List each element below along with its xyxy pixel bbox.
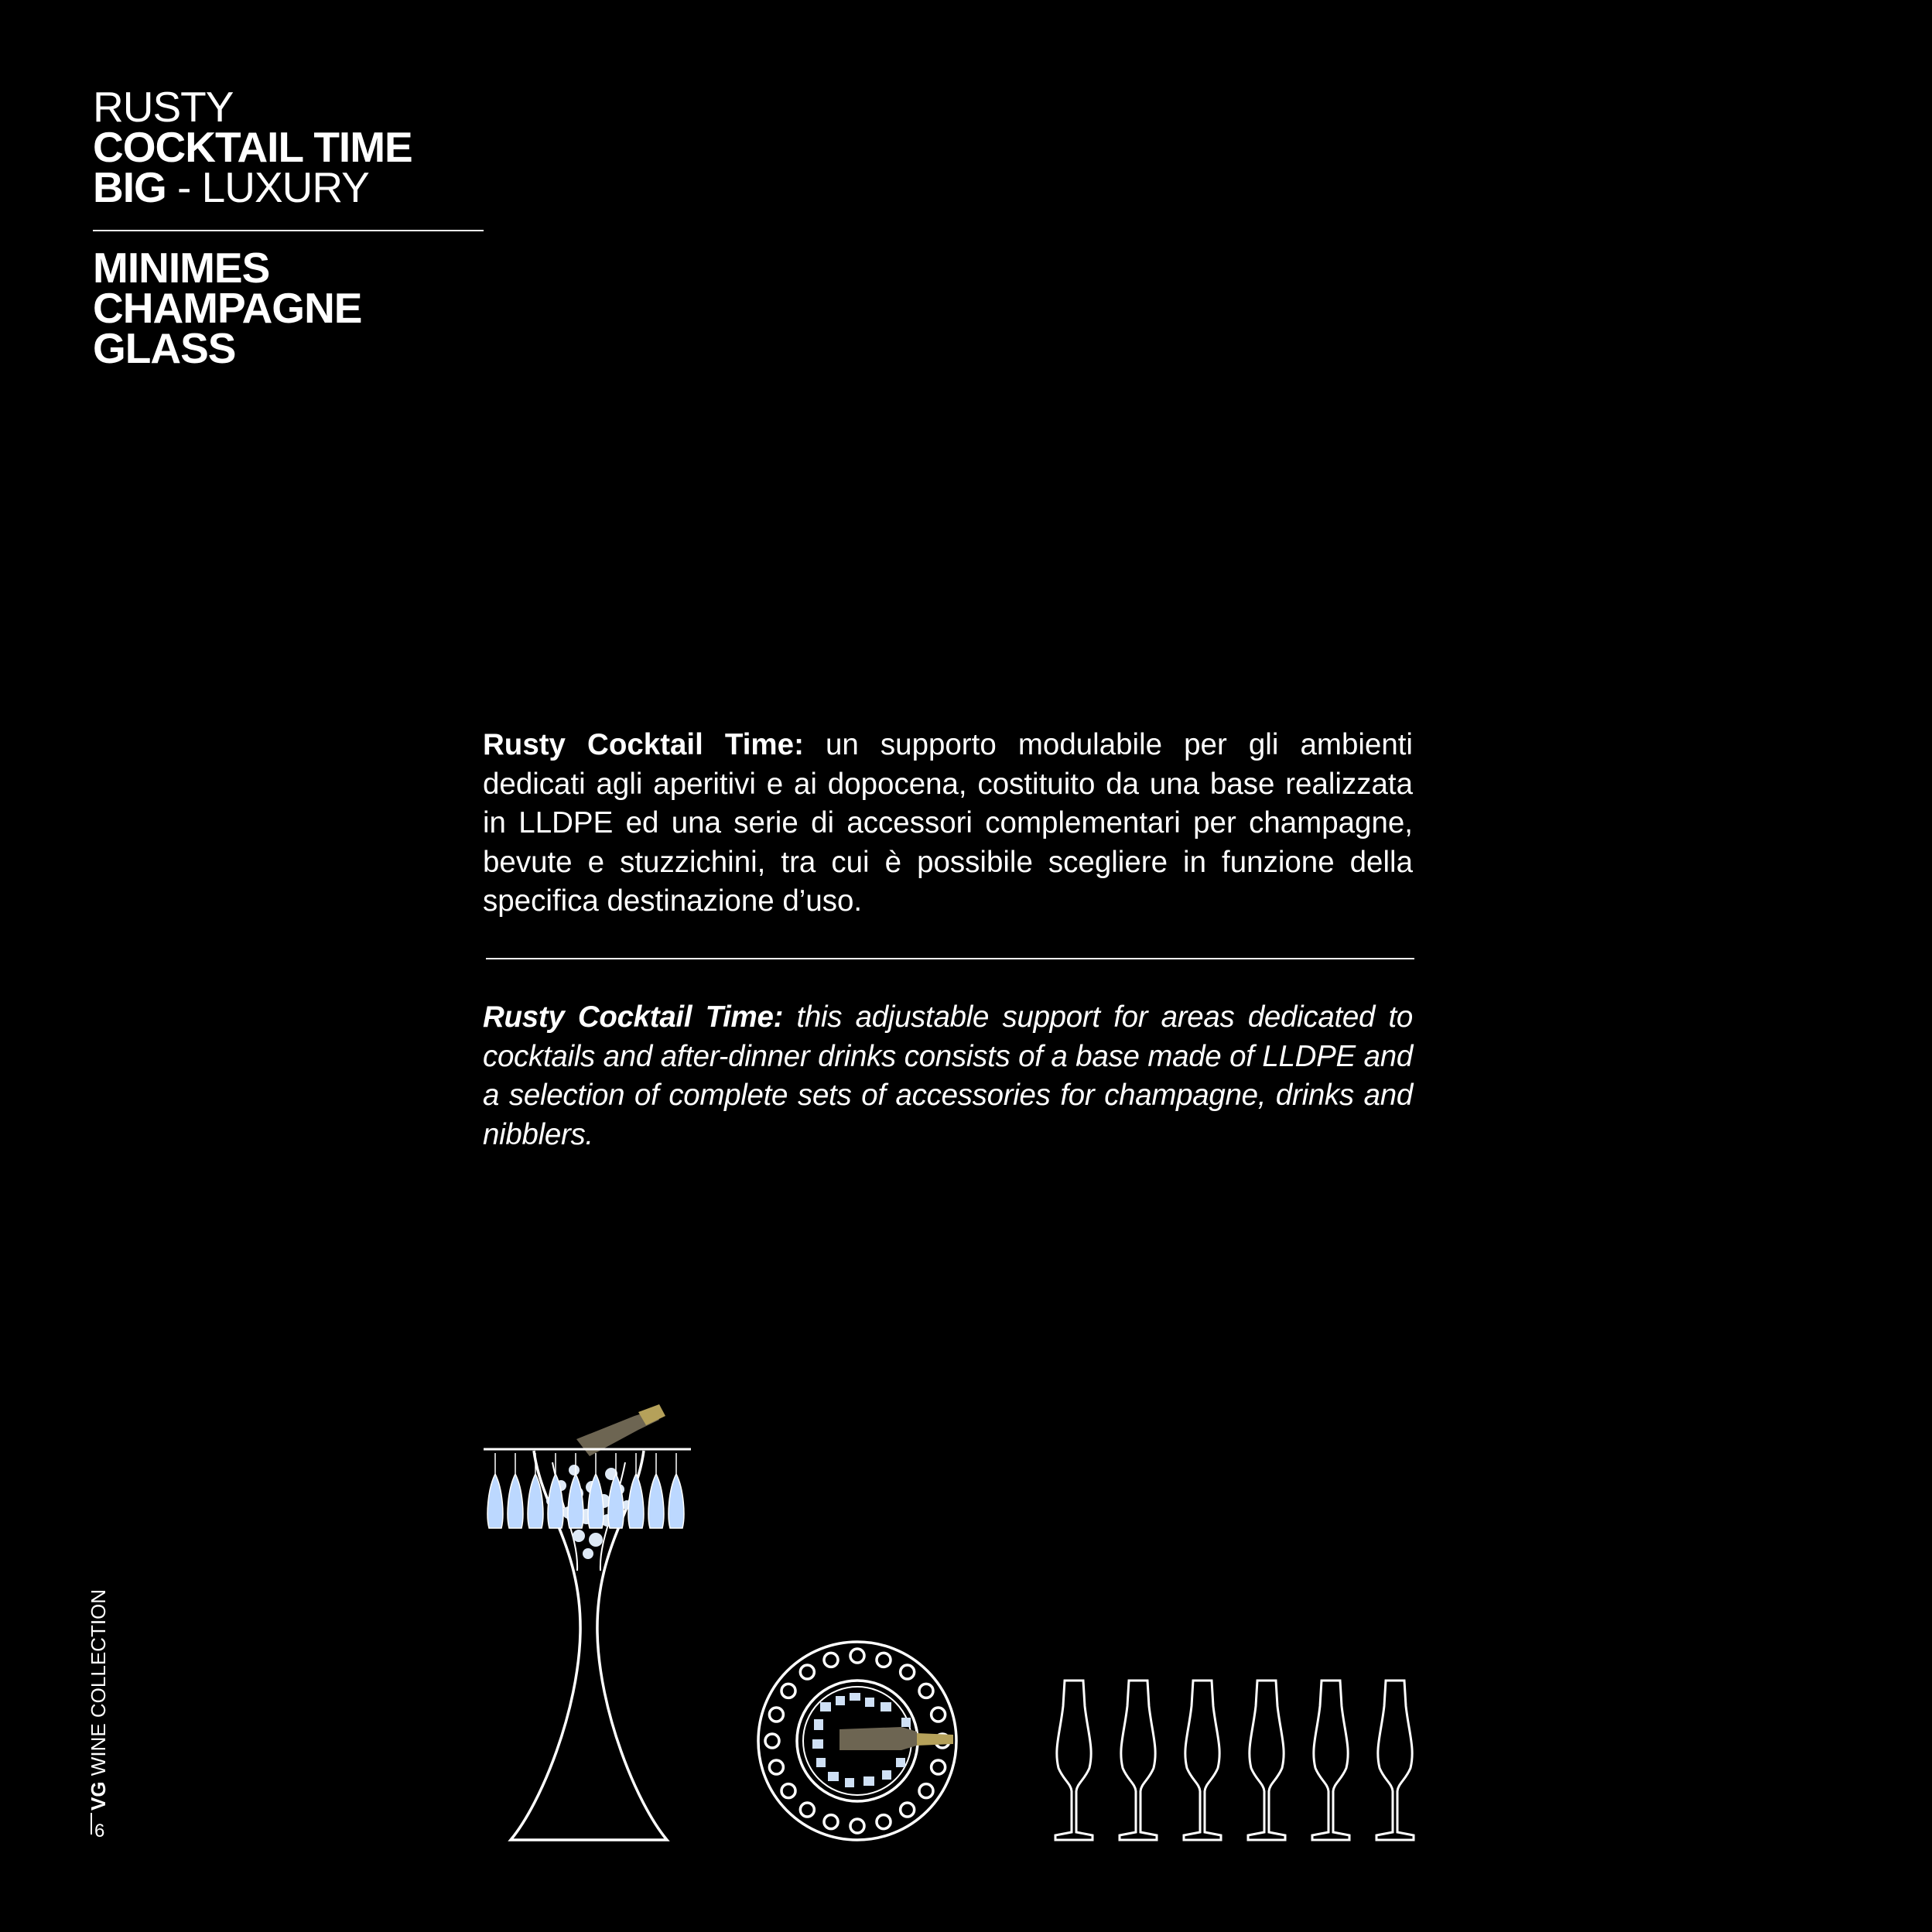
champagne-glass-icon	[1184, 1681, 1221, 1840]
description-english-lead: Rusty Cocktail Time:	[483, 1000, 784, 1034]
hanging-glass-icon	[669, 1453, 684, 1528]
glass-slot-icon	[769, 1708, 783, 1722]
glass-slot-icon	[765, 1734, 779, 1748]
glass-slot-icon	[877, 1815, 891, 1829]
brand-label-rest: WINE COLLECTION	[87, 1588, 110, 1782]
champagne-glass-icon	[1312, 1681, 1349, 1840]
champagne-glass-row	[1055, 1681, 1414, 1840]
description-italian-text: un supporto modulabile per gli ambienti dedicati agli aperitivi e ai dopocena, costituito da una base realizzata in LLDPE ed una serie di accessori complementari per champagne, bevute e stuzzichini, tra cui è possibile scegliere in funzione della specifica destinazione d’uso.	[483, 728, 1413, 918]
title-line-cocktail-time: COCKTAIL TIME	[93, 123, 412, 171]
hanging-glass-icon	[487, 1453, 503, 1528]
glass-slot-icon	[901, 1665, 915, 1679]
product-line-3: GLASS	[93, 324, 236, 372]
glass-slot-icon	[919, 1784, 933, 1798]
glass-slot-icon	[781, 1784, 795, 1798]
hanging-glass-icon	[528, 1453, 543, 1528]
glass-slot-icon	[800, 1803, 814, 1817]
cocktail-stand-top-view-icon	[758, 1642, 956, 1840]
glass-slot-icon	[932, 1760, 945, 1774]
page-number: 6	[94, 1821, 105, 1841]
hanging-glass-icon	[568, 1453, 583, 1528]
title-line-rusty: RUSTY	[93, 83, 234, 131]
title-size-bold: BIG	[93, 163, 166, 211]
description-english-text: this adjustable support for areas dedicated to cocktails and after-dinner drinks consists of a base made of LLDPE and a selection of complete sets of accessories for champagne, drinks and nibblers.	[483, 1000, 1413, 1151]
product-line-1: MINIMES	[93, 244, 270, 292]
glass-slot-icon	[769, 1760, 783, 1774]
glass-slot-icon	[932, 1708, 945, 1722]
hanging-glass-icon	[608, 1453, 624, 1528]
glass-slot-icon	[919, 1684, 933, 1698]
glass-slot-icon	[850, 1819, 864, 1833]
glass-slot-icon	[877, 1653, 891, 1667]
champagne-glass-icon	[1055, 1681, 1093, 1840]
title-size-rest: - LUXURY	[166, 163, 369, 211]
glass-slot-icon	[850, 1649, 864, 1663]
glass-slot-icon	[824, 1815, 838, 1829]
glass-slot-icon	[824, 1653, 838, 1667]
brand-label-bold: VG	[87, 1781, 110, 1811]
champagne-glass-icon	[1376, 1681, 1414, 1840]
hanging-glass-icon	[548, 1453, 563, 1528]
glass-slot-icon	[901, 1803, 915, 1817]
hanging-glass-icon	[508, 1453, 523, 1528]
glass-slot-icon	[781, 1684, 795, 1698]
product-line-2: CHAMPAGNE	[93, 284, 362, 332]
champagne-glass-icon	[1248, 1681, 1285, 1840]
champagne-glass-icon	[1120, 1681, 1157, 1840]
cocktail-stand-side-view-icon	[484, 1404, 691, 1840]
hanging-glass-icon	[588, 1453, 604, 1528]
glass-slot-icon	[800, 1665, 814, 1679]
description-italian-lead: Rusty Cocktail Time:	[483, 728, 804, 761]
hanging-glass-icon	[648, 1453, 664, 1528]
